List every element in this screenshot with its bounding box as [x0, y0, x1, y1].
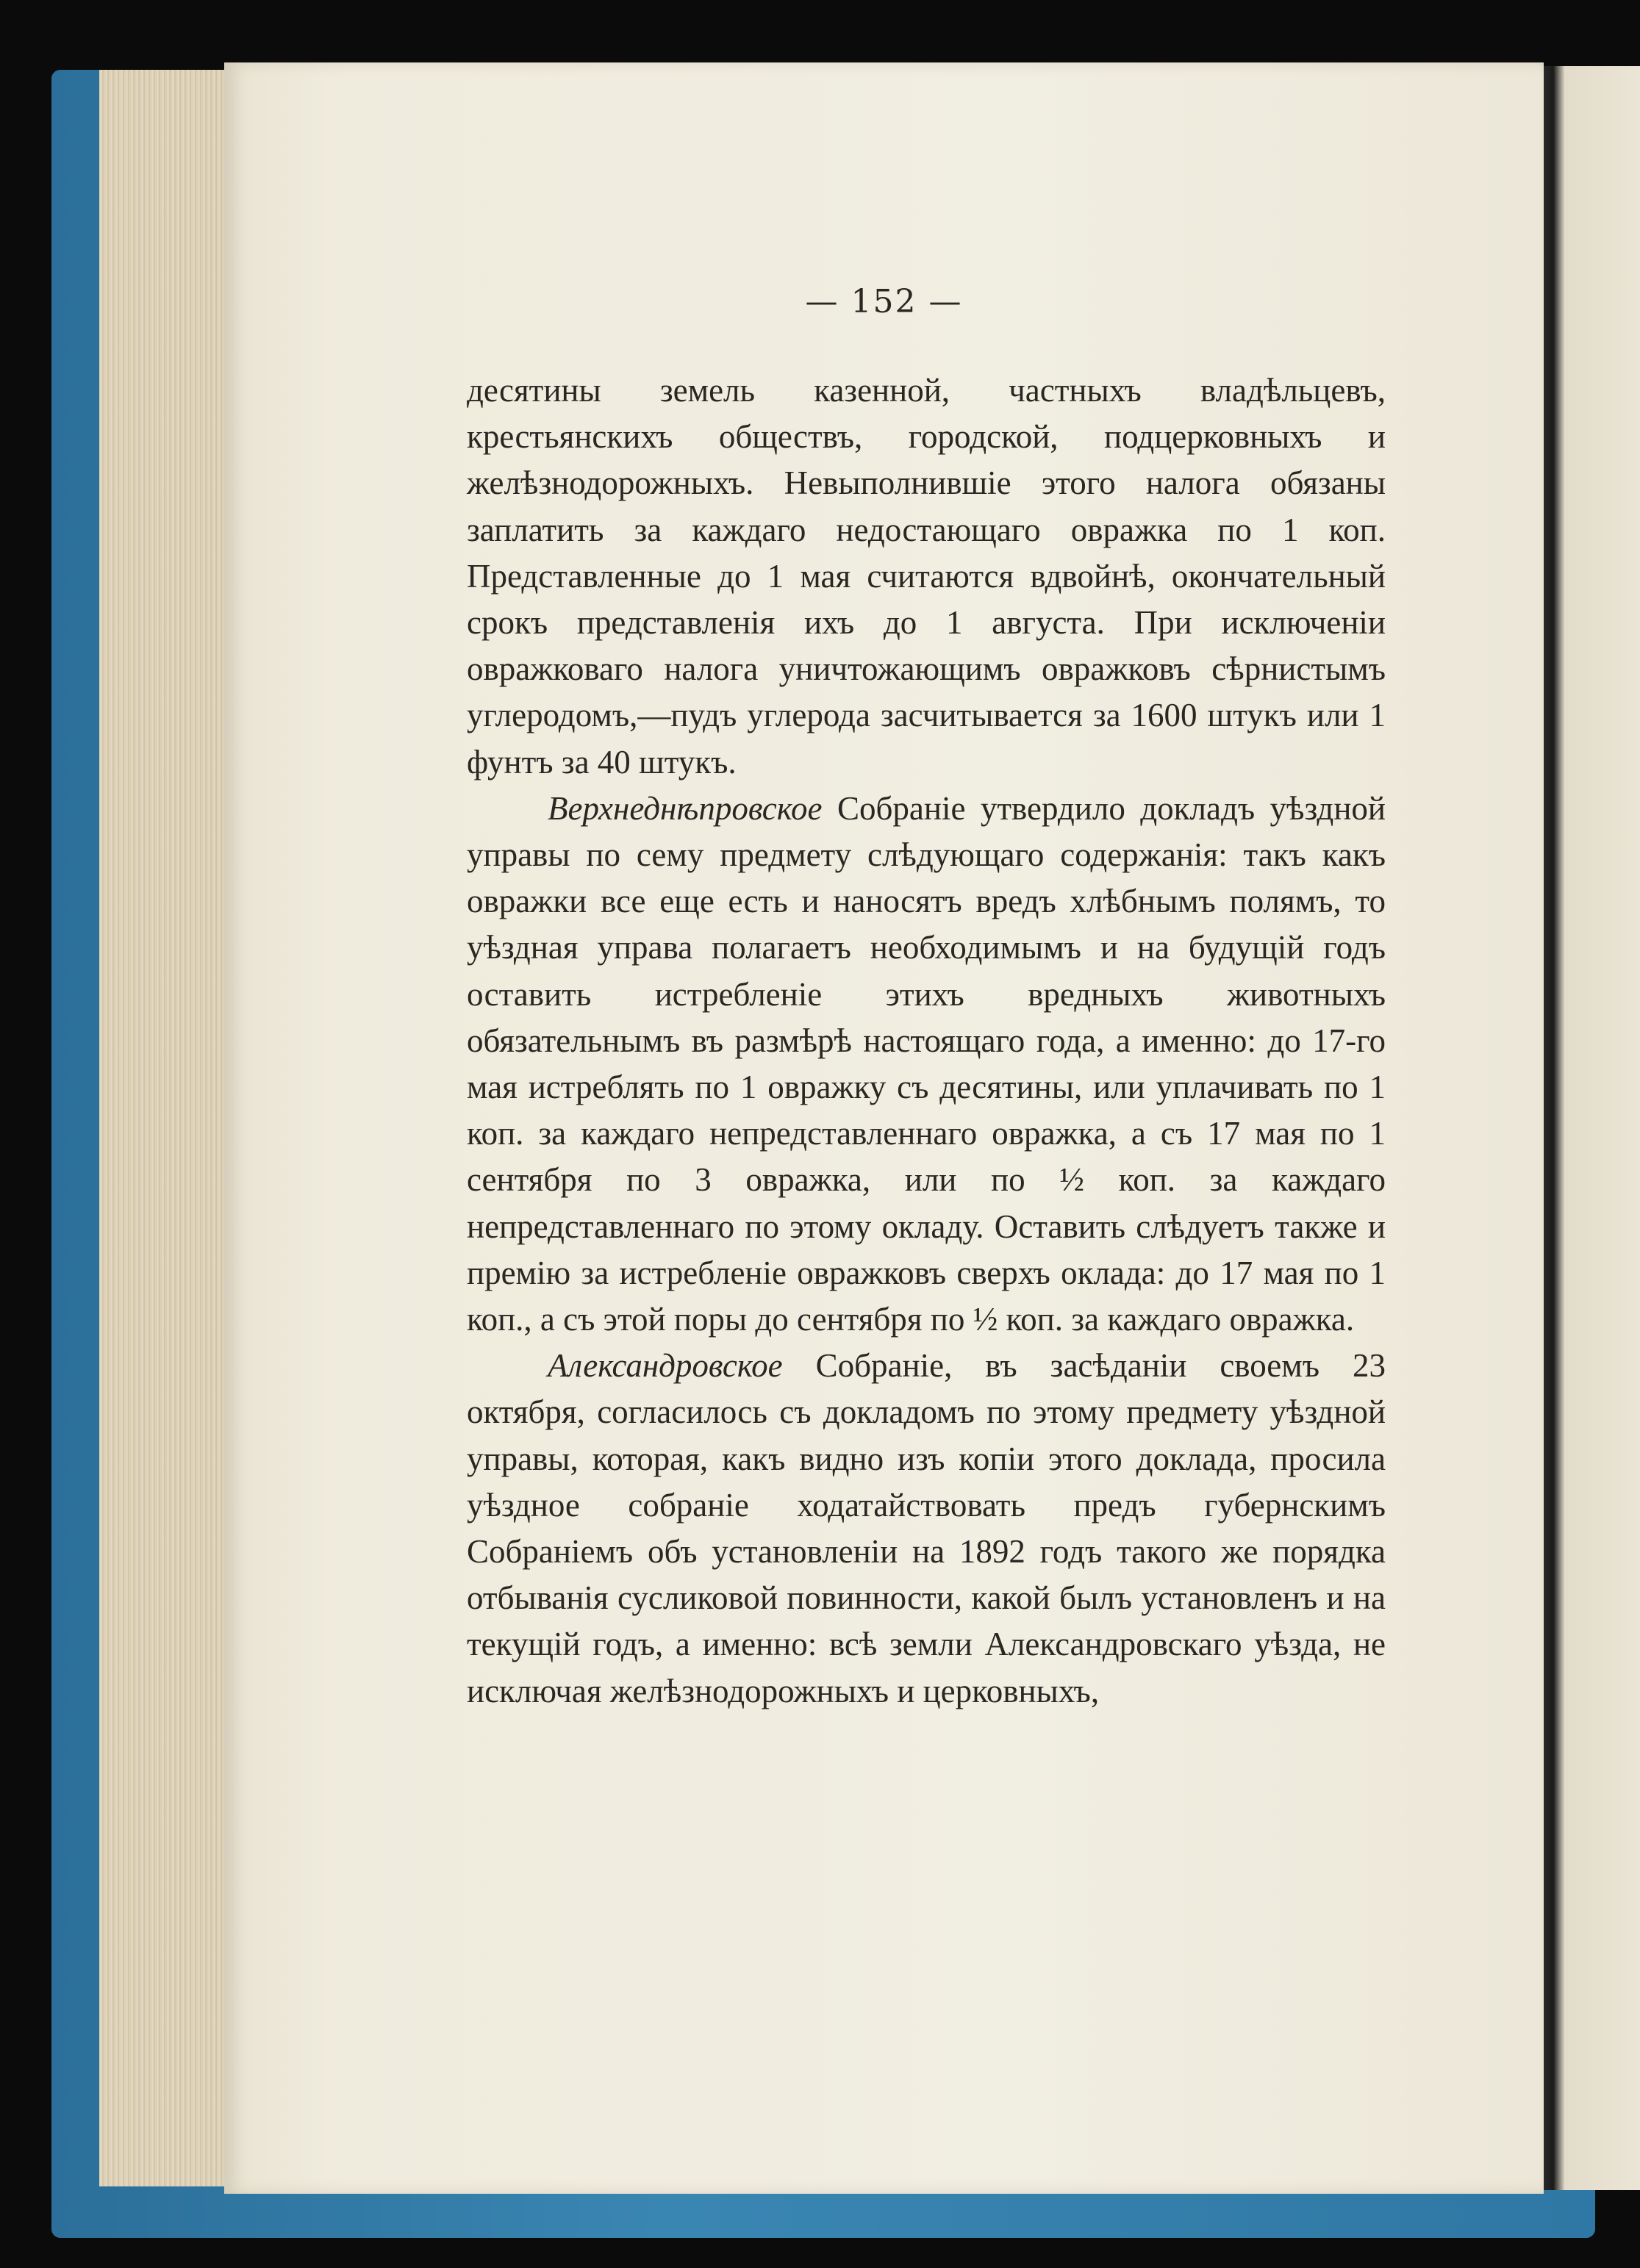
paragraph-1: [467, 367, 1386, 786]
paragraph-3-text: Собраніе, въ засѣданіи своемъ 23 октября, согласилось съ докладомъ по этому предмету уѣздной управы, которая, какъ видно изъ копіи этого доклада, просила уѣздное собраніе ходатайствовать предъ губернскимъ Собраніемъ объ установленіи на 1892 годъ такого же порядка отбыванія сусликовой повинности, какой былъ установленъ и на текущій годъ, а именно: всѣ земли Александровскаго уѣзда, не исключая желѣзнодорожныхъ и церковныхъ,: [467, 1347, 1386, 1709]
paragraph-3-lead: Александровское: [548, 1347, 783, 1385]
paragraph-2: [467, 786, 1386, 1343]
paragraph-1-text: десятины земель казенной, частныхъ владѣльцевъ, крестьянскихъ обществъ, городской, подцерковныхъ и желѣзнодорожныхъ. Невыполнившіе этого налога обязаны заплатить за каждаго недостающаго овражка по 1 коп. Представленные до 1 мая считаются вдвойнѣ, окончательный срокъ представленія ихъ до 1 августа. При исключеніи овражковаго налога уничтожающимъ овражковъ сѣрнистымъ углеродомъ,—пудъ углерода засчитывается за 1600 штукъ или 1 фунтъ за 40 штукъ.: [467, 372, 1386, 780]
paragraph-2-text: Собраніе утвердило докладъ уѣздной управы по сему предмету слѣдующаго содержанія: такъ какъ овражки все еще есть и наносятъ вредъ хлѣбнымъ полямъ, то уѣздная управа полагаетъ необходимымъ и на будущій годъ оставить истребленіе этихъ вредныхъ животныхъ обязательнымъ въ размѣрѣ настоящаго года, а именно: до 17-го мая истреблять по 1 овражку съ десятины, или уплачивать по 1 коп. за каждаго непредставленнаго овражка, а съ 17 мая по 1 сентября по 3 овражка, или по ½ коп. за каждаго непредставленнаго по этому окладу. Оставить слѣдуетъ также и премію за истребленіе овражковъ сверхъ оклада: до 17 мая по 1 коп., а съ этой поры до сентября по ½ коп. за каждаго овражка.: [467, 789, 1386, 1338]
paragraph-3: [467, 1343, 1386, 1715]
paragraph-2-lead: Верхнеднѣпровское: [548, 789, 823, 827]
page-block-edge: [99, 70, 239, 2186]
page-body: [467, 367, 1386, 1715]
adjacent-page: [1544, 66, 1640, 2190]
page-number: — 152 —: [805, 283, 963, 320]
